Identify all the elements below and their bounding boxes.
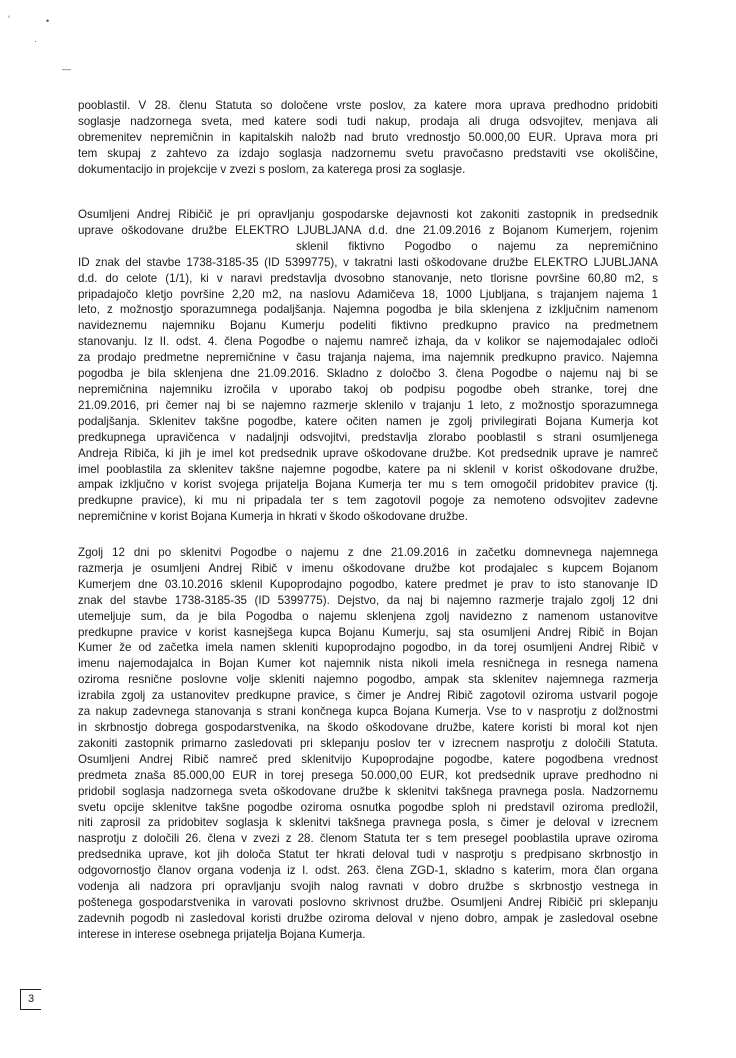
text-line: pooblastil. V 28. členu Statuta so določene vrste poslov, za katere mora uprava predhodno pridobiti (78, 99, 658, 112)
page-number: 3 (20, 989, 41, 1010)
text-line: pridobil soglasja nadzornega sveta oškodovane družbe k sklenitvi takšnega pravnega posla. Nadzornemu (78, 784, 658, 798)
paragraph-lease-agreement (78, 207, 658, 525)
text-line: 21.09.2016, pri čemer naj bi se najemno razmerje sklenilo v trajanju 1 leto, z možnostjo sporazumnega (78, 398, 658, 412)
text-line: razmerja je osumljeni Andrej Ribič v imenu oškodovane družbe kot prodajalec s kupcem Bojanom (78, 561, 658, 575)
text-line: in skrbnostjo dobrega gospodarstvenika, na škodo oškodovane družbe, katere koristi bi moral kot njen (78, 720, 658, 734)
text-line: odgovornostjo članov organa vodenja iz I. odst. 263. člena ZGD-1, skladno s katerim, mora član organa (78, 864, 658, 878)
text-line: imel pooblastila za sklenitev takšne najemne pogodbe, katere pa ni sklenil v korist oškodovane družbe, (78, 462, 658, 476)
paragraph-board-approval (78, 98, 658, 178)
text-line: Zgolj 12 dni po sklenitvi Pogodbe o najemu z dne 21.09.2016 in začetku domnevnega najemnega (78, 546, 658, 559)
text-line: zadevnih pogodb ni zasledoval koristi družbe oziroma deloval v njeno dobro, ampak je zasledoval osebne (78, 911, 658, 925)
text-line: predkupne pravice v korist kasnejšega kupca Bojanu Kumerju, saj sta osumljeni Andrej Ribič in Bojan (78, 625, 658, 639)
text-line: zakoniti zastopnik primarno zasledovati pri sklepanju poslov ter v izrecnem nasprotju z določili Statuta. (78, 736, 658, 750)
text-line: uprave oškodovane družbe ELEKTRO LJUBLJANA d.d. dne 21.09.2016 z Bojanom Kumerjem, rojenim (78, 223, 658, 237)
text-line: leto, z možnostjo sporazumnega podaljšanja. Najemna pogodba je bila sklenjena z izključnim namenom (78, 303, 658, 317)
text-line: imenu najemodajalca in Bojan Kumer kot najemnik nista nikoli imela resničnega in resnega namena (78, 657, 658, 671)
text-line: nepremičnina najemniku izročila v uporabo takoj ob podpisu pogodbe obeh stranke, torej dne (78, 382, 658, 396)
text-line: predsednika uprave, kot jih določa Statut ter hkrati deloval tudi v nasprotju s predpisano skrbnostjo in (78, 848, 658, 862)
text-line: stanovanju. Iz II. odst. 4. člena Pogodbe o najemu namreč izhaja, da v kolikor se najemodajalec odloči (78, 335, 658, 349)
text-line: niti zaprosil za pridobitev soglasja k sklenitvi takšnega pravnega posla, s čimer je deloval v izrecnem (78, 816, 658, 830)
scan-speck: ‘ (8, 14, 10, 24)
text-line: utemeljuje sum, da je bila Pogodba o najemu sklenjena zgolj navidezno z namenom ustanovitve (78, 609, 658, 623)
text-line: ampak izključno v korist svojega prijatelja Bojana Kumerja ter mu s tem omogočil pridobitev pravice (tj. (78, 478, 658, 492)
text-line: za prodajo predmetne nepremičnine v času trajanja najema, ima najemnik predkupno pravico. Najemna (78, 351, 658, 365)
paragraph-purchase-agreement (78, 545, 658, 943)
text-line: predkupnega upravičenca v nadaljnji odsvojitvi, predstavlja zlorabo pooblastil s strani osumljenega (78, 430, 658, 444)
scan-speck: — (62, 64, 71, 74)
text-line: svetu opcije sklenitve takšne pogodbe oziroma osnutka pogodbe sploh ni predstavil oziroma predložil, (78, 800, 658, 814)
text-line: Kumerjem dne 03.10.2016 sklenil Kupoprodajno pogodbo, katere predmet je prav to isto stanovanje ID (78, 577, 658, 591)
text-line: pripadajočo kletjo površine 2,20 m2, na naslovu Adamičeva 18, 1000 Ljubljana, s trajanjem najema 1 (78, 287, 658, 301)
text-line: vodenja ali nadzora pri opravljanju svojih nalog ravnati v dobro družbe s skrbnostjo vestnega in (78, 880, 658, 894)
text-line: znak del stavbe 1738-3185-35 (ID 5399775). Dejstvo, da naj bi najemno razmerje trajalo zgolj 12 dni (78, 593, 658, 607)
text-line: sklenil fiktivno Pogodbo o najemu za nepremičnino (296, 239, 658, 253)
text-line: izrabila zgolj za ustanovitev predkupne pravice, s čimer je Andrej Ribič zagotovil oziroma ustvaril pogoje (78, 689, 658, 703)
text-line: tem skupaj z zahtevo za izdajo soglasja nadzornemu svetu pravočasno predstaviti vse okoliščine, (78, 146, 658, 160)
text-line: pogodba je bila sklenjena dne 21.09.2016. Skladno z določbo 3. člena Pogodbe o najemu naj bi se (78, 367, 658, 381)
text-line: obremenitev nepremičnin in kapitalskih naložb nad bruto vrednostjo 50.000,00 EUR. Uprava mora pri (78, 130, 658, 144)
text-line: predkupne pravice), ki mu ni pripadala ter s tem zagotovil pogoje za nemoteno odsvojitev zadevne (78, 494, 658, 508)
text-line: podaljšanja. Sklenitev takšne pogodbe, katere očiten namen je zgolj privilegirati Bojana Kumerja kot (78, 414, 658, 428)
text-line: Andreja Ribiča, ki jih je imel kot predsednik uprave oškodovane družbe. Kot predsednik uprave je namreč (78, 446, 658, 460)
text-line: navideznemu najemniku Bojanu Kumerju podeliti fiktivno predkupno pravico na predmetnem (78, 319, 658, 333)
scan-speck: · (34, 36, 37, 46)
text-line: poštenega gospodarstvenika in varovati poslovno skrivnost družbe. Osumljeni Andrej Ribičič pri sklepanju (78, 895, 658, 909)
text-line: dokumentacijo in projekcije v zvezi s poslom, za katerega prosi za soglasje. (78, 162, 466, 176)
text-line: za nakup zadevnega stanovanja s strani končnega kupca Bojana Kumerja. Vse to v nasprotju z dolžnostmi (78, 705, 658, 719)
text-line: nepremičnine v korist Bojana Kumerja in hkrati v škodo oškodovane družbe. (78, 510, 468, 524)
text-line: predmeta znaša 85.000,00 EUR in torej presega 50.000,00 EUR, kot predsednik uprave predhodno ni (78, 768, 658, 782)
text-line: d.d. do celote (1/1), ki v naravi predstavlja dvosobno stanovanje, neto tlorisne površine 60,80 m2, s (78, 271, 658, 285)
text-line: oziroma resnične poslovne volje skleniti najemno pogodbo, ampak sta sklenitev najemnega razmerja (78, 673, 658, 687)
scan-speck: • (46, 16, 50, 26)
text-line: Kumer že od začetka imela namen skleniti kupoprodajno pogodbo, in da torej osumljeni Andrej Ribič v (78, 641, 658, 655)
text-line: interese in interese osebnega prijatelja Bojana Kumerja. (78, 927, 366, 941)
text-line: nasprotju z določili 26. člena v zvezi z 28. členom Statuta ter s tem presegel pooblastila uprave oziroma (78, 832, 658, 846)
text-line: Osumljeni Andrej Ribič namreč pred sklenitvijo Kupoprodajne pogodbe, katere pogodbena vrednost (78, 752, 658, 766)
text-line: ID znak del stavbe 1738-3185-35 (ID 5399775), v takratni lasti oškodovane družbe ELEKTRO LJUBLJANA (78, 255, 658, 269)
text-line: soglasje nadzornega sveta, med katere sodi tudi nakup, prodaja ali druga odsvojitev, menjava ali (78, 114, 658, 128)
text-line: Osumljeni Andrej Ribičič je pri opravljanju gospodarske dejavnosti kot zakoniti zastopnik in predsednik (78, 208, 658, 221)
